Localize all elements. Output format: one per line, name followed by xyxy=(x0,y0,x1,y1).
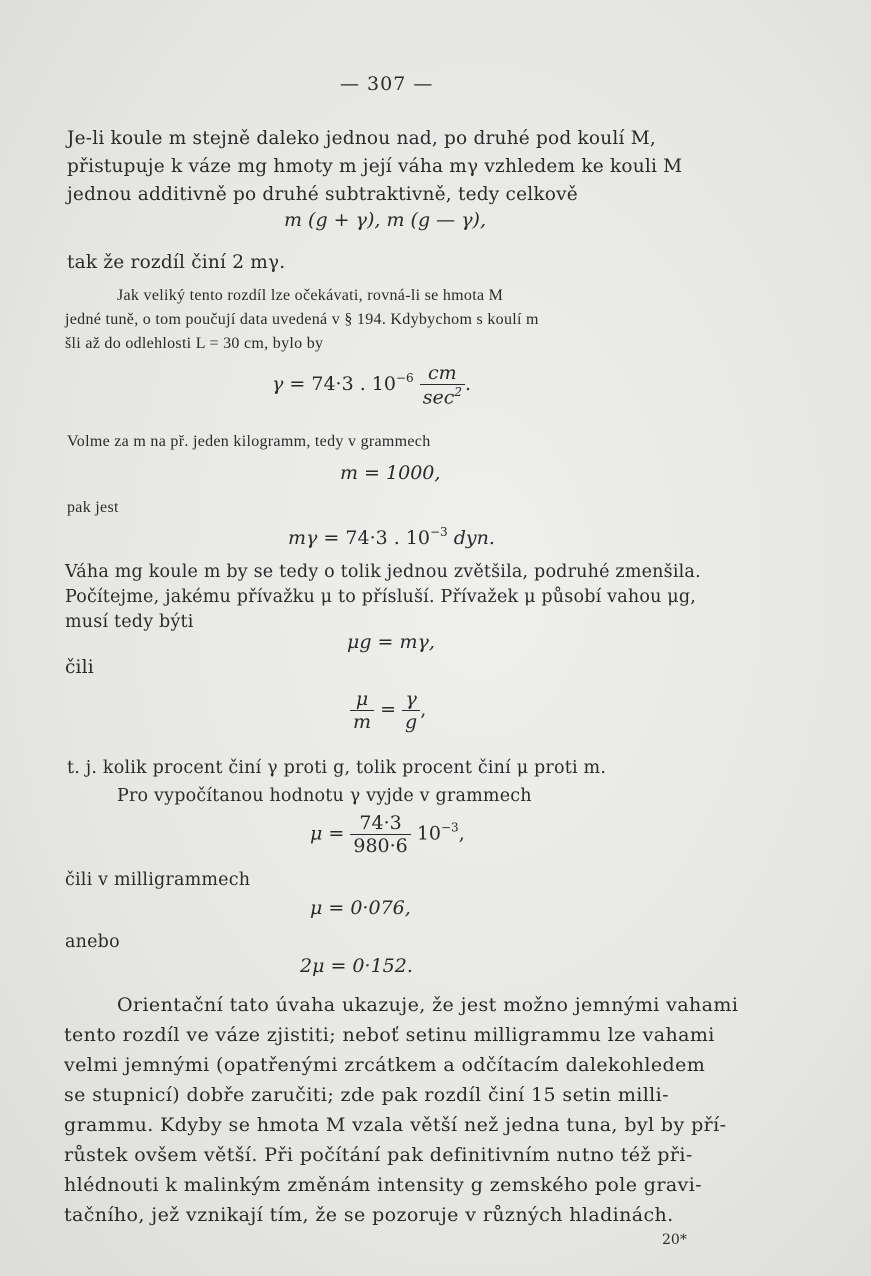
text-line: přistupuje k váze mg hmoty m její váha mγ vzhledem ke kouli M xyxy=(67,156,683,177)
eq-unit-num: cm xyxy=(428,362,457,384)
text-line: t. j. kolik procent činí γ proti g, tolik procent činí μ proti m. xyxy=(67,758,607,778)
text-line: Pro vypočítanou hodnotu γ vyjde v grammech xyxy=(117,786,532,806)
eq-value: 74·3 . 10 xyxy=(345,527,430,549)
text-line: Počítejme, jakému přívažku μ to přísluší. Přívažek μ působí vahou μg, xyxy=(65,587,697,607)
text-line: čili v milligrammech xyxy=(65,870,251,890)
text-line: tačního, jež vznikají tím, že se pozoruje v různých hladinách. xyxy=(64,1204,674,1226)
text-line: jednou additivně po druhé subtraktivně, tedy celkově xyxy=(67,184,578,205)
eq-unit-fraction xyxy=(420,362,465,408)
text-line: Orientační tato úvaha ukazuje, že jest možno jemnými vahami xyxy=(117,994,739,1016)
text-line: Jak veliký tento rozdíl lze očekávati, rovná-li se hmota M xyxy=(117,287,504,304)
paragraph-3 xyxy=(65,560,701,635)
text-line: musí tedy býti xyxy=(65,612,194,632)
text-line: tak že rozdíl činí 2 mγ. xyxy=(67,252,286,273)
eq-exponent: −6 xyxy=(395,371,414,386)
text-line: se stupnicí) dobře zaručiti; zde pak rozdíl činí 15 setin milli- xyxy=(64,1084,669,1106)
signature-mark: 20* xyxy=(662,1232,687,1248)
text-line: pak jest xyxy=(67,499,119,516)
eq-unit: dyn. xyxy=(453,527,495,549)
text-line: jedné tuně, o tom poučují data uvedená v § 194. Kdybychom s koulí m xyxy=(65,311,539,328)
equation-2mu-value: 2μ = 0·152. xyxy=(300,955,413,977)
eq-fraction: $\frac{74\cdot 3}{980\cdot 6}$ xyxy=(350,812,410,857)
text-line: Váha mg koule m by se tedy o tolik jednou zvětšila, podruhé zmenšila. xyxy=(65,562,701,582)
equation-ratio: $\frac{\mu}{m}$ = $\frac{\gamma}{g}$ , xyxy=(350,688,426,733)
equation-mu-g: μg = mγ, xyxy=(347,631,435,653)
page-number: — 307 — xyxy=(340,73,434,95)
eq-factor: 10 xyxy=(416,822,441,845)
paragraph-1 xyxy=(67,125,682,209)
equation-m-gamma xyxy=(288,525,495,549)
eq-fraction-right: $\frac{\gamma}{g}$ xyxy=(402,688,420,733)
eq-exponent: −3 xyxy=(430,525,448,539)
eq-value: 74·3 . 10 xyxy=(311,373,396,396)
eq-lhs: γ = xyxy=(272,373,306,396)
text-line: tento rozdíl ve váze zjistiti; neboť setinu milligrammu lze vahami xyxy=(64,1024,715,1046)
eq-unit-den: $\sec^2$ xyxy=(420,384,465,408)
text-line: růstek ovšem větší. Při počítání pak definitivním nutno též při- xyxy=(64,1144,693,1166)
eq-fraction-left: $\frac{\mu}{m}$ xyxy=(350,688,374,733)
equation-m-g-gamma: m (g + γ), m (g — γ), xyxy=(284,209,486,231)
paragraph-5 xyxy=(64,990,738,1230)
text-line: anebo xyxy=(65,932,120,952)
text-line: čili xyxy=(65,657,94,678)
equation-mu-value: μ = 0·076, xyxy=(310,897,411,919)
eq-lhs: μ = xyxy=(310,822,345,845)
text-line: Je-li koule m stejně daleko jednou nad, po druhé pod koulí M, xyxy=(67,128,656,149)
text-line: grammu. Kdyby se hmota M vzala větší než jedna tuna, byl by pří- xyxy=(64,1114,727,1136)
text-line: velmi jemnými (opatřenými zrcátkem a odčítacím dalekohledem xyxy=(64,1054,706,1076)
equation-gamma: γ = 74·3 . $10^{-6}$ $\frac{cm}{\sec^2}$ . xyxy=(272,362,472,409)
eq-equals: = xyxy=(380,698,396,721)
paragraph-4 xyxy=(67,754,606,810)
paragraph-2 xyxy=(65,284,539,356)
equation-m: m = 1000, xyxy=(340,462,441,484)
equation-mu-fraction: μ = $\frac{74\cdot 3}{980\cdot 6}$ $10^{-3}$, xyxy=(310,812,465,857)
text-line: Volme za m na př. jeden kilogramm, tedy v grammech xyxy=(67,433,431,450)
text-line: šli až do odlehlosti L = 30 cm, bylo by xyxy=(65,335,324,352)
text-line: hlédnouti k malinkým změnám intensity g zemského pole gravi- xyxy=(64,1174,702,1196)
eq-lhs: mγ = xyxy=(288,527,340,549)
